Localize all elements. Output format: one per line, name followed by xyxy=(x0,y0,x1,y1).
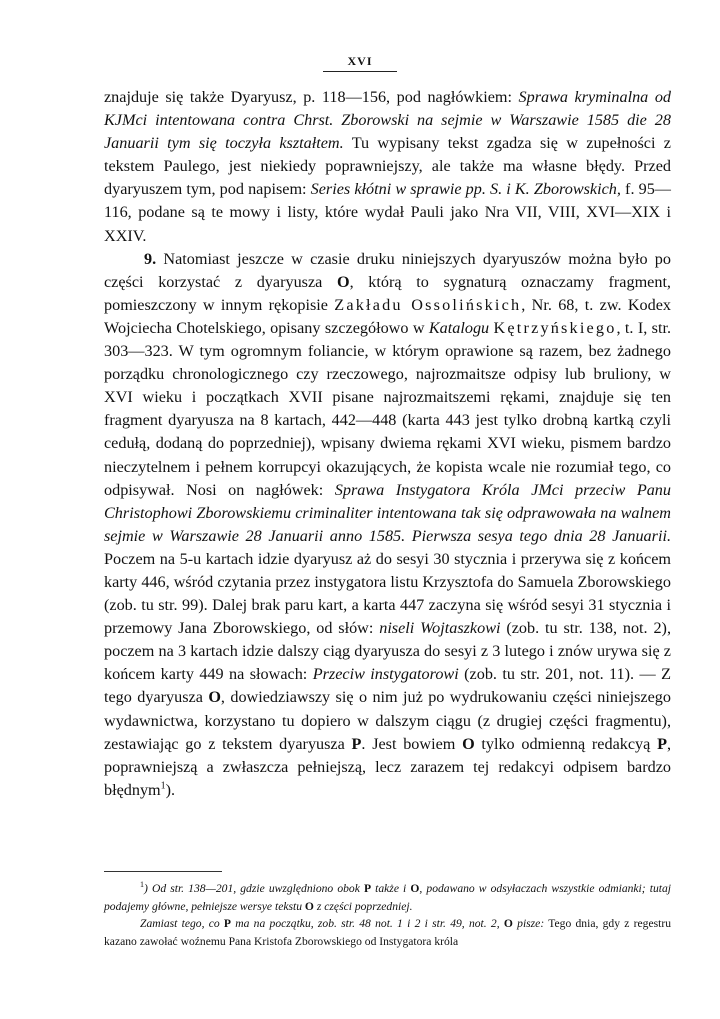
italic-title: Sprawa kryminalna od KJMci intentowana contra Chrst. Zborowski na sejmie w Warszawie 1585 die 28 Januarii tym się toczyła kształtem. xyxy=(104,88,672,153)
footnote-divider xyxy=(104,871,222,872)
text-run: Natomiast jeszcze w czasie druku niniejszych dyaryuszów można było po części korzystać z dyaryusza xyxy=(104,249,671,291)
footnote-reference[interactable]: 1 xyxy=(160,780,166,792)
italic-word: Katalogu xyxy=(428,318,490,337)
siglum-p: P xyxy=(223,917,232,930)
italic-quote: niseli Wojtaszkowi xyxy=(379,619,501,638)
italic-quote: Przeciw instygatorowi xyxy=(312,665,459,684)
footnote-1 xyxy=(104,880,671,915)
paragraph-2 xyxy=(104,248,671,802)
text-run: także i xyxy=(371,882,411,895)
text-run: z części poprzedniej. xyxy=(313,899,413,913)
text-run: znajduje się także Dyaryusz, p. 118—156, pod nagłówkiem: xyxy=(104,88,519,106)
main-text xyxy=(104,86,671,802)
text-run: Zamiast tego, co xyxy=(140,917,224,930)
text-run: Tego dnia, gdy z regestru kazano zawołać woźnemu Pana Kristofa Zborowskiego od Instygatora króla xyxy=(104,917,671,948)
text-run: ) Od str. 138—201, gdzie uwzględniono obok xyxy=(144,882,364,895)
text-run: , poprawniejszą a zwłaszcza pełniejszą, lecz zarazem tej redakcyi odpisem bardzo błędnym xyxy=(104,734,671,799)
text-run: ma na początku, zob. str. 48 not. 1 i 2 i str. 49, not. 2, xyxy=(231,917,504,930)
siglum-p: P xyxy=(363,882,372,895)
text-run: , którą to sygnaturą oznaczamy fragment, pomieszczony w innym rękopisie xyxy=(104,272,671,314)
text-run: tylko odmienną redakcyą xyxy=(474,734,658,753)
siglum-o: O xyxy=(410,882,420,895)
spaced-name: Kętrzyńskiego xyxy=(493,318,617,337)
italic-title: Series kłótni w sprawie pp. S. i K. Zborowskich, xyxy=(310,180,621,199)
spaced-name: Zakładu Ossolińskich xyxy=(334,295,522,314)
page-number: XVI xyxy=(323,54,396,72)
text-run: ). xyxy=(165,780,176,799)
text-run: Poczem na 5-u kartach idzie dyaryusz aż do sesyi 30 stycznia i przerywa się z końcem karty 446, wśród czytania przez instygatora listu Krzysztofa do Samuela Zborowskiego (zob. tu str. 99). Dalej brak paru kart, a karta 447 zaczyna się wśród sesyi 31 stycznia i przemowy Jana Zborowskiego, od słów: xyxy=(104,549,671,638)
siglum-o: O xyxy=(503,917,513,930)
siglum-o: O xyxy=(304,899,314,913)
footnote-marker: 1 xyxy=(140,880,144,890)
siglum-o: O xyxy=(337,272,350,291)
text-run: (zob. tu str. 201, not. 11). — Z tego dyaryusza xyxy=(104,665,672,707)
text-run: Tu wypisany tekst zgadza się w zupełności z tekstem Paulego, jest niekiedy poprawniejszy, ale także ma własne błędy. Przed dyaryuszem tym, pod napisem: xyxy=(104,134,671,199)
text-run: . Jest bowiem xyxy=(361,734,463,753)
text-run: , dowiedziawszy się o nim już po wydrukowaniu części niniejszego wydawnictwa, korzystano tu dopiero w dalszym ciągu (z drugiej części fragmentu), zestawiając go z tekstem dyaryusza xyxy=(104,688,671,753)
page-header xyxy=(0,50,720,72)
siglum-p: P xyxy=(657,734,667,753)
text-run: , Nr. 68, t. zw. Kodex Wojciecha Chotelskiego, opisany szczegółowo w xyxy=(104,295,671,337)
siglum-o: O xyxy=(462,734,475,753)
text-run: pisze: xyxy=(512,917,545,930)
paragraph-1 xyxy=(104,86,671,248)
text-run: (zob. tu str. 138, not. 2), poczem na 3 kartach idzie dalszy ciąg dyaryusza do sesyi z 3 lutego i znów urywa się z końcem karty 449 na słowach: xyxy=(104,619,671,684)
section-number: 9. xyxy=(144,249,157,268)
italic-title: Sprawa Instygatora Króla JMci przeciw Panu Christophowi Zborowskiemu criminaliter intentowana tak się odprawowała na walnem sejmie w Warszawie 28 Januarii anno 1585. Pierwsza sesya tego dnia 28 Januarii. xyxy=(104,480,671,545)
siglum-o: O xyxy=(208,688,221,707)
siglum-p: P xyxy=(351,734,362,753)
text-run: , podawano w odsyłaczach wszystkie odmianki; tutaj podajemy główne, pełniejsze wersye tekstu xyxy=(104,882,671,913)
footnote-2 xyxy=(104,915,671,950)
text-run: , t. I, str. 303—323. W tym ogromnym foliancie, w którym oprawione są razem, bez żadnego porządku chronologicznego czy rzeczowego, najrozmaitsze odpisy lub bruliony, w XVI wieku i początkach XVII pisane najrozmaitszemi rękami, znajduje się ten fragment dyaryusza na 8 kartach, 442—448 (karta 443 jest tylko drobną kartką czyli cedułą, dodaną do poprzedniej), wpisany dwiema rękami XVI wieku, pismem bardzo nieczytelnem i pełnem korrupcyi okazujących, że kopista wcale nie rozumiał tego, co odpisywał. Nosi on nagłówek: xyxy=(104,318,671,499)
footnotes xyxy=(104,880,671,950)
text-run: f. 95—116, podane są te mowy i listy, które wydał Pauli jako Nra VII, VIII, XVI—XIX i XXIV. xyxy=(104,180,671,245)
